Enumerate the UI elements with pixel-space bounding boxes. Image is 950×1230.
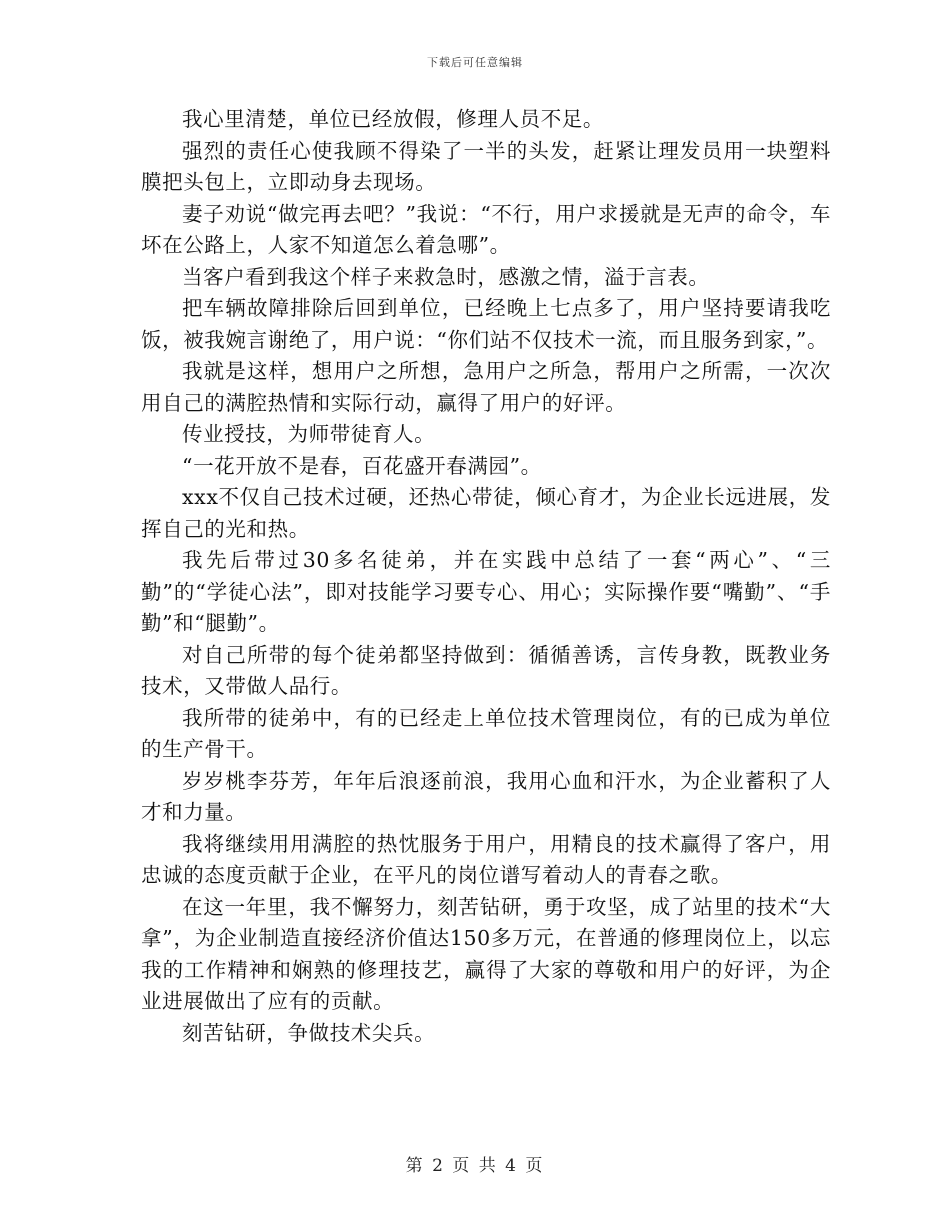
paragraph: “一花开放不是春，百花盛开春满园”。 [182,453,542,478]
paragraph: 我将继续用用满腔的热忱服务于用户，用精良的技术赢得了客户，用忠诚的态度贡献于企业，在平凡的岗位谱写着动人的青春之歌。 [141,831,831,887]
paragraph: 把车辆故障排除后回到单位，已经晚上七点多了，用户坚持要请我吃饭，被我婉言谢绝了，用户说：“你们站不仅技术一流，而且服务到家，”。 [141,296,831,352]
paragraph: 我心里清楚，单位已经放假，修理人员不足。 [182,107,604,131]
paragraph: 妻子劝说“做完再去吧？”我说：“不行，用户求援就是无声的命令，车坏在公路上，人家不知道怎么着急哪”。 [141,201,831,257]
paragraph: xxx不仅自己技术过硬，还热心带徒，倾心育才，为企业长远进展，发挥自己的光和热。 [141,485,831,541]
paragraph: 强烈的责任心使我顾不得染了一半的头发，赶紧让理发员用一块塑料膜把头包上，立即动身去现场。 [141,138,831,194]
paragraph: 岁岁桃李芬芳，年年后浪逐前浪，我用心血和汗水，为企业蓄积了人才和力量。 [141,768,831,824]
page-header: 下载后可任意编辑 [427,56,523,69]
paragraph: 刻苦钻研，争做技术尖兵。 [182,1020,436,1045]
paragraph: 对自己所带的每个徒弟都坚持做到：循循善诱，言传身教，既教业务技术，又带做人品行。 [141,642,831,698]
page-number-footer: 第 2 页 共 4 页 [405,1156,545,1176]
paragraph: 当客户看到我这个样子来救急时，感激之情，溢于言表。 [182,264,710,289]
paragraph: 我就是这样，想用户之所想，急用户之所急，帮用户之所需，一次次用自己的满腔热情和实际行动，赢得了用户的好评。 [141,359,831,415]
paragraph: 我所带的徒弟中，有的已经走上单位技术管理岗位，有的已成为单位的生产骨干。 [141,705,831,761]
paragraph: 传业授技，为师带徒育人。 [182,422,436,446]
document-body [141,104,831,1049]
paragraph: 我先后带过30多名徒弟，并在实践中总结了一套“两心”、“三勤”的“学徒心法”，即对技能学习要专心、用心；实际操作要“嘴勤”、“手勤”和“腿勤”。 [141,548,831,635]
paragraph: 在这一年里，我不懈努力，刻苦钻研，勇于攻坚，成了站里的技术“大拿”，为企业制造直接经济价值达150多万元，在普通的修理岗位上，以忘我的工作精神和娴熟的修理技艺，赢得了大家的尊敬和用户的好评，为企业进展做出了应有的贡献。 [141,894,831,1013]
